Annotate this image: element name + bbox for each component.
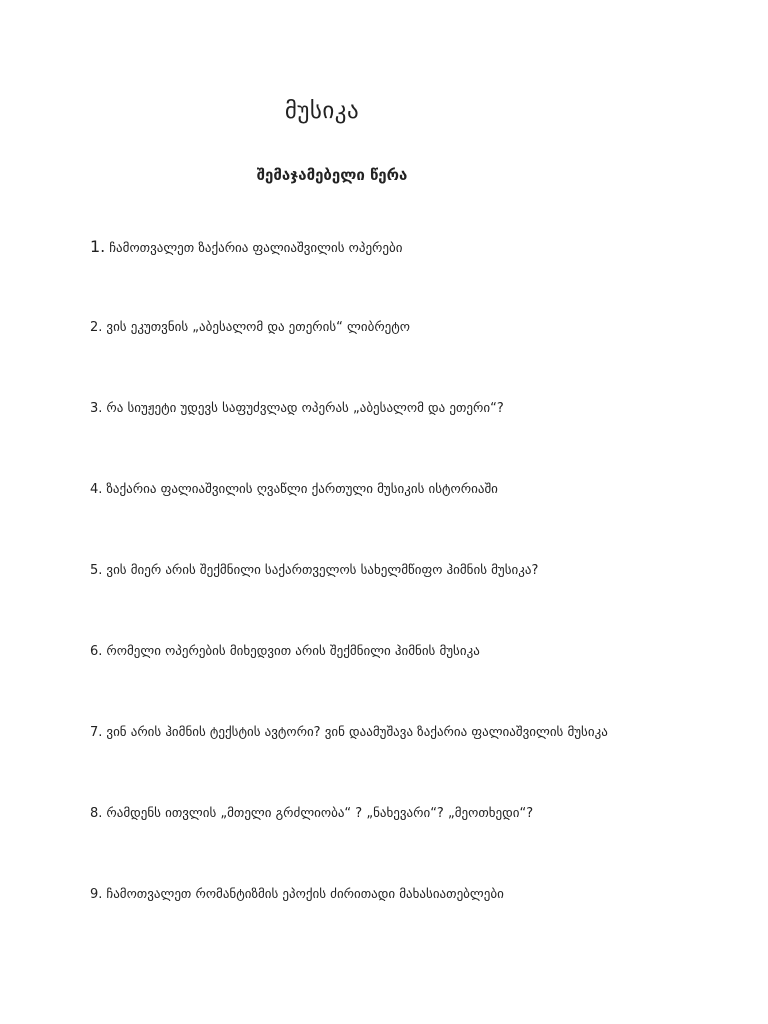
- question-item-6: [90, 641, 730, 722]
- question-number: 8.: [90, 806, 103, 821]
- question-number: 6.: [90, 644, 103, 659]
- question-text: ვის მიერ არის შექმნილი საქართველოს სახელმწიფო ჰიმნის მუსიკა?: [106, 563, 539, 578]
- document-subtitle: შემაჯამებელი წერა: [256, 166, 408, 184]
- question-item-5: [90, 560, 730, 641]
- question-number: 9.: [90, 887, 103, 902]
- question-number: 3.: [90, 401, 103, 416]
- question-item-2: [90, 317, 730, 398]
- question-item-4: [90, 479, 730, 560]
- question-text: ჩამოთვალეთ ზაქარია ფალიაშვილის ოპერები: [109, 241, 403, 256]
- question-text: რამდენს ითვლის „მთელი გრძლიობა“ ? „ნახევარი“? „მეოთხედი“?: [106, 806, 534, 821]
- question-list: [90, 236, 730, 965]
- question-number: 4.: [90, 482, 103, 497]
- question-text: რომელი ოპერების მიხედვით არის შექმნილი ჰიმნის მუსიკა: [106, 644, 480, 659]
- question-item-9: [90, 884, 730, 965]
- question-text: ჩამოთვალეთ რომანტიზმის ეპოქის ძირითადი მახასიათებლები: [106, 887, 504, 902]
- question-item-1: [90, 236, 730, 317]
- question-number: 1.: [90, 237, 106, 256]
- question-text: ვინ არის ჰიმნის ტექსტის ავტორი? ვინ დაამუშავა ზაქარია ფალიაშვილის მუსიკა: [106, 725, 608, 740]
- question-number: 5.: [90, 563, 103, 578]
- question-number: 7.: [90, 725, 103, 740]
- question-text: ზაქარია ფალიაშვილის ღვაწლი ქართული მუსიკის ისტორიაში: [106, 482, 498, 497]
- question-text: ვის ეკუთვნის „აბესალომ და ეთერის“ ლიბრეტო: [106, 320, 410, 335]
- question-number: 2.: [90, 320, 103, 335]
- question-item-7: [90, 722, 730, 803]
- document-title: მუსიკა: [284, 98, 360, 124]
- question-text: რა სიუჟეტი უდევს საფუძვლად ოპერას „აბესალომ და ეთერი“?: [106, 401, 504, 416]
- question-item-8: [90, 803, 730, 884]
- question-item-3: [90, 398, 730, 479]
